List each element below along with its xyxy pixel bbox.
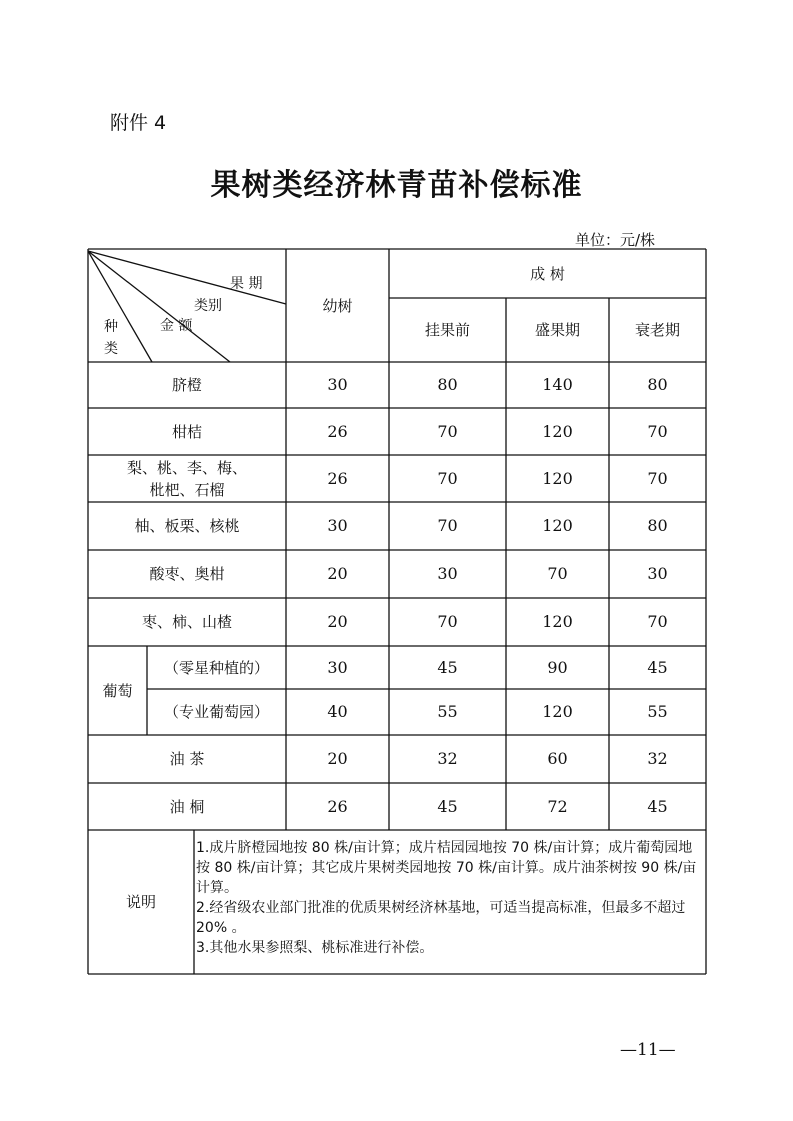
attachment-label: 附件 4 <box>110 112 167 134</box>
cell-peak: 120 <box>542 702 573 721</box>
cell-decline: 70 <box>647 612 668 631</box>
cell-young: 26 <box>327 468 348 488</box>
cell-pre-fruit: 32 <box>437 749 458 768</box>
cell-pre-fruit: 80 <box>437 375 458 394</box>
cell-young: 30 <box>327 516 348 535</box>
cell-decline: 30 <box>647 564 668 583</box>
cell-young: 20 <box>327 749 348 768</box>
cell-decline: 32 <box>647 749 668 768</box>
notes-label: 说明 <box>125 893 156 911</box>
cell-pre-fruit: 70 <box>437 421 458 441</box>
cell-decline: 80 <box>647 516 668 535</box>
cell-young: 20 <box>327 564 348 583</box>
cell-peak: 90 <box>547 657 568 677</box>
row-name: 柑桔 <box>171 422 202 441</box>
cell-decline: 70 <box>647 421 668 441</box>
notes-body <box>196 838 702 958</box>
row-name: 酸枣、奥柑 <box>149 565 225 583</box>
cell-peak: 120 <box>542 421 573 441</box>
cell-peak: 120 <box>542 468 573 488</box>
cell-pre-fruit: 30 <box>437 564 458 583</box>
header-mature-tree: 成 树 <box>530 264 565 283</box>
row-name: （零星种植的） <box>163 658 269 677</box>
row-name: 油 茶 <box>169 750 205 768</box>
cell-peak: 140 <box>542 375 573 394</box>
cell-peak: 70 <box>547 564 568 583</box>
grape-group-label: 葡萄 <box>102 681 133 700</box>
cell-decline: 80 <box>647 375 668 394</box>
cell-decline: 70 <box>647 468 668 488</box>
cell-pre-fruit: 70 <box>437 468 458 488</box>
header-decline: 衰老期 <box>634 321 680 339</box>
row-name: 枣、柿、山楂 <box>141 613 232 631</box>
row-name: 柚、板栗、核桃 <box>134 517 240 535</box>
note-item: 3.其他水果参照梨、桃标准进行补偿。 <box>196 940 434 956</box>
cell-peak: 120 <box>542 516 573 535</box>
header-species-label-2: 类 <box>104 341 118 357</box>
page-number: —11— <box>620 1040 676 1060</box>
header-species-label-1: 种 <box>104 319 118 335</box>
cell-peak: 60 <box>547 749 568 768</box>
header-young-tree: 幼树 <box>322 296 353 315</box>
cell-pre-fruit: 45 <box>437 657 458 677</box>
cell-young: 30 <box>327 375 348 394</box>
header-amount-label: 金 额 <box>160 318 193 334</box>
cell-pre-fruit: 70 <box>437 612 458 631</box>
cell-decline: 45 <box>647 796 668 816</box>
cell-pre-fruit: 55 <box>437 702 458 721</box>
header-period-label: 果 期 <box>230 276 263 292</box>
header-category-label: 类别 <box>194 298 222 314</box>
cell-young: 26 <box>327 421 348 441</box>
cell-pre-fruit: 45 <box>437 796 458 816</box>
header-pre-fruit: 挂果前 <box>424 321 470 339</box>
cell-young: 30 <box>327 657 348 677</box>
cell-young: 26 <box>327 796 348 816</box>
cell-peak: 120 <box>542 612 573 631</box>
unit-label: 单位：元/株 <box>575 231 656 249</box>
row-name: 梨、桃、李、梅、 枇杷、石榴 <box>126 458 247 499</box>
row-name: （专业葡萄园） <box>163 703 269 721</box>
row-name: 脐橙 <box>171 376 202 394</box>
cell-decline: 55 <box>647 702 668 721</box>
cell-young: 40 <box>327 702 348 721</box>
cell-decline: 45 <box>647 657 668 677</box>
cell-peak: 72 <box>547 796 568 816</box>
note-item: 2.经省级农业部门批准的优质果树经济林基地，可适当提高标准，但最多不超过 20% 。 <box>196 900 686 936</box>
row-name: 油 桐 <box>169 797 205 816</box>
cell-pre-fruit: 70 <box>437 516 458 535</box>
document-title: 果树类经济林青苗补偿标准 <box>210 168 583 203</box>
note-item: 1.成片脐橙园地按 80 株/亩计算；成片桔园园地按 70 株/亩计算；成片葡萄园地按 80 株/亩计算；其它成片果树类园地按 70 株/亩计算。成片油茶树按 90 株/亩计算。 <box>196 840 697 896</box>
header-peak-fruit: 盛果期 <box>534 321 580 339</box>
cell-young: 20 <box>327 612 348 631</box>
